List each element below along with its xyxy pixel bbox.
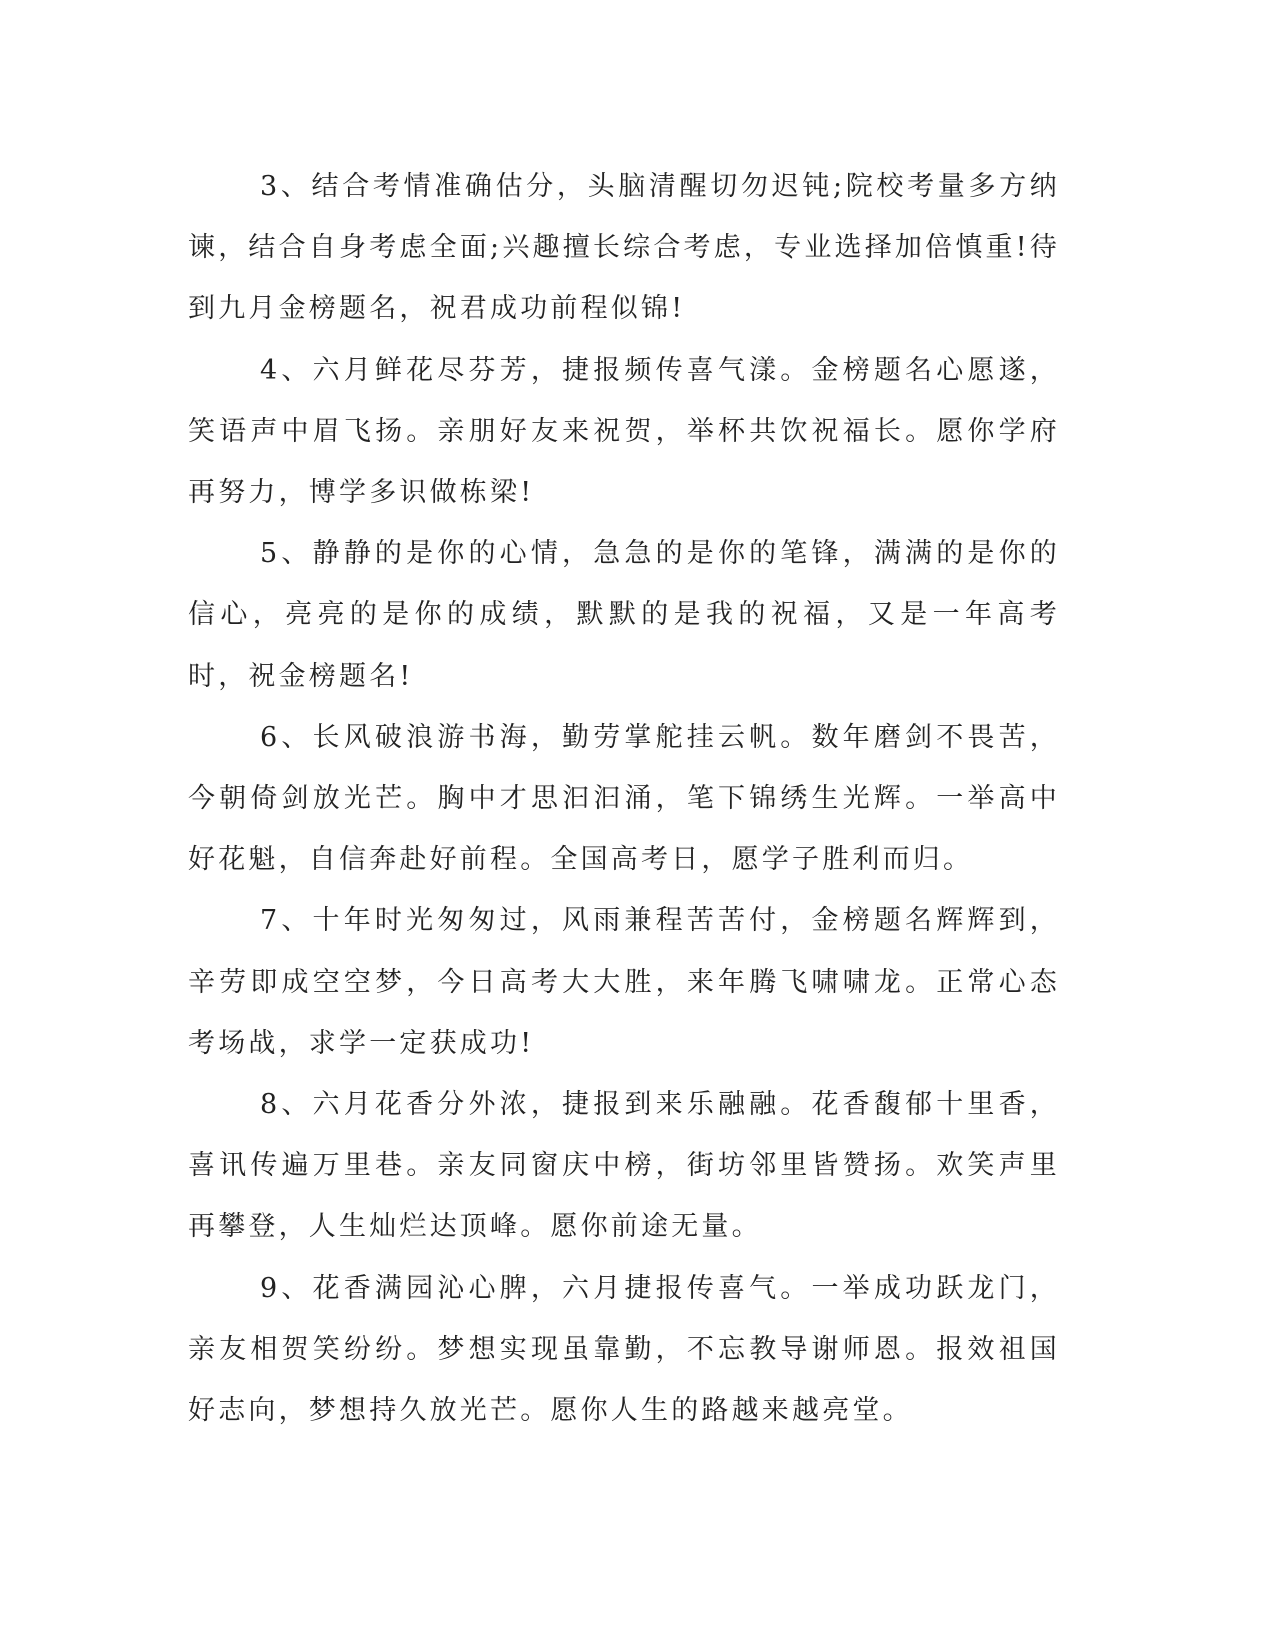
paragraph-8: 8、六月花香分外浓，捷报到来乐融融。花香馥郁十里香，喜讯传遍万里巷。亲友同窗庆中榜，街坊邻里皆赞扬。欢笑声里再攀登，人生灿烂达顶峰。愿你前途无量。 <box>188 1089 1060 1243</box>
paragraph-5: 5、静静的是你的心情，急急的是你的笔锋，满满的是你的信心，亮亮的是你的成绩，默默的是我的祝福，又是一年高考时，祝金榜题名! <box>188 538 1060 692</box>
paragraph-3: 3、结合考情准确估分，头脑清醒切勿迟钝;院校考量多方纳谏，结合自身考虑全面;兴趣擅长综合考虑，专业选择加倍慎重!待到九月金榜题名，祝君成功前程似锦! <box>188 171 1060 325</box>
paragraph-6: 6、长风破浪游书海，勤劳掌舵挂云帆。数年磨剑不畏苦，今朝倚剑放光芒。胸中才思汩汩涌，笔下锦绣生光辉。一举高中好花魁，自信奔赴好前程。全国高考日，愿学子胜利而归。 <box>188 721 1060 876</box>
paragraph-9: 9、花香满园沁心脾，六月捷报传喜气。一举成功跃龙门，亲友相贺笑纷纷。梦想实现虽靠勤，不忘教导谢师恩。报效祖国好志向，梦想持久放光芒。愿你人生的路越来越亮堂。 <box>188 1272 1060 1427</box>
paragraph-7: 7、十年时光匆匆过，风雨兼程苦苦付，金榜题名辉辉到，辛劳即成空空梦，今日高考大大胜，来年腾飞啸啸龙。正常心态考场战，求学一定获成功! <box>188 905 1060 1059</box>
paragraph-4: 4、六月鲜花尽芬芳，捷报频传喜气漾。金榜题名心愿遂，笑语声中眉飞扬。亲朋好友来祝贺，举杯共饮祝福长。愿你学府再努力，博学多识做栋梁! <box>188 354 1060 509</box>
document-body <box>188 156 1060 1441</box>
